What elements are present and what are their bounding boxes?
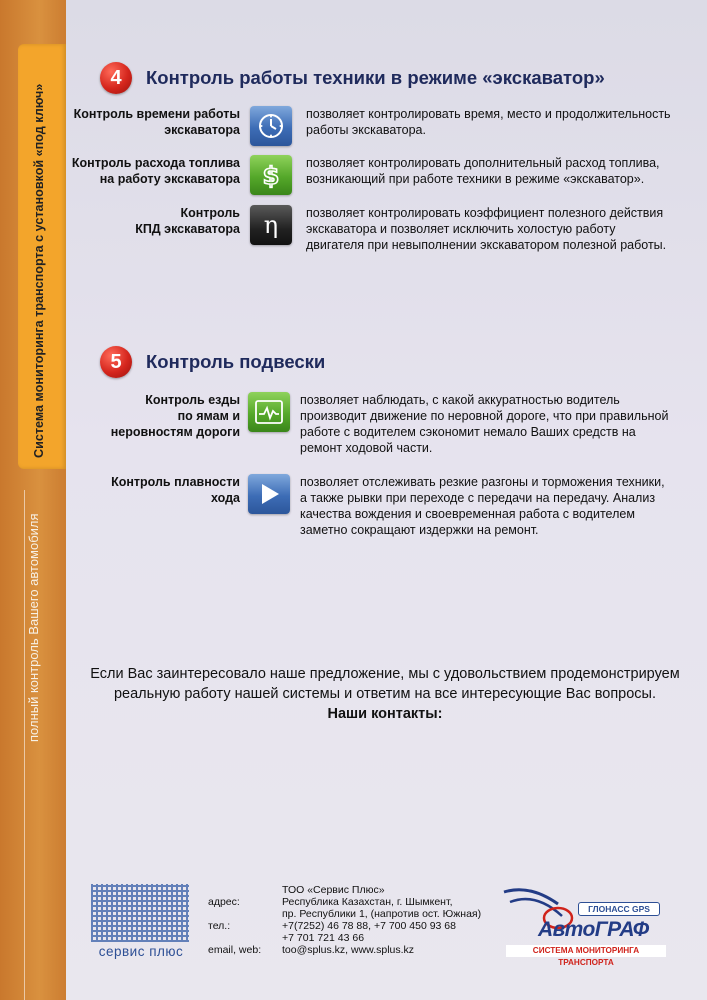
closing-message xyxy=(70,664,700,724)
feature-label-line: по ямам и xyxy=(177,409,240,423)
feature-label-line: хода xyxy=(211,491,240,505)
phone-line: +7 701 721 43 66 xyxy=(282,932,365,944)
contact-block xyxy=(208,884,502,956)
address-label: адрес: xyxy=(208,896,240,908)
section-4-heading xyxy=(100,62,605,94)
feature-label-line: Контроль времени работы xyxy=(73,107,240,121)
avtograf-tagline: СИСТЕМА МОНИТОРИНГА ТРАНСПОРТА xyxy=(506,945,666,957)
servis-plus-logo-text: сервис плюс xyxy=(98,944,184,959)
glonass-gps-badge: ГЛОНАСС GPS xyxy=(578,902,660,916)
section-4-title: Контроль работы техники в режиме «экскаватор» xyxy=(146,67,605,88)
feature-label-line: неровностям дороги xyxy=(110,425,240,439)
feature-label xyxy=(68,106,240,146)
feature-desc-line: возникающий при работе техники в режиме «экскаватор». xyxy=(306,172,645,186)
eta-glyph: η xyxy=(263,211,279,239)
closing-line: реальную работу нашей системы и ответим на все интересующие Вас вопросы. xyxy=(113,686,657,702)
feature-desc-line: качества вождения и своевременная работа с водителем xyxy=(300,507,635,521)
feature-fuel-consumption xyxy=(68,155,686,195)
address-line: Республика Казахстан, г. Шымкент, xyxy=(282,896,453,908)
feature-label-line: Контроль езды xyxy=(145,393,240,407)
feature-label-line: на работу экскаватора xyxy=(99,172,240,186)
sidebar-main-text: Система мониторинга транспорта с установкой «под ключ» xyxy=(32,83,46,458)
address-line: пр. Республики 1, (напротив ост. Южная) xyxy=(282,908,482,920)
feature-description xyxy=(300,474,692,538)
feature-label-line: Контроль расхода топлива xyxy=(71,156,240,170)
sidebar-sub-text: полный контроль Вашего автомобиля xyxy=(26,513,41,742)
section-5-number-badge: 5 xyxy=(100,346,132,378)
feature-smooth-ride xyxy=(68,474,692,538)
section-5-heading xyxy=(100,346,325,378)
svg-text:$: $ xyxy=(262,162,280,190)
dollar-icon xyxy=(250,155,292,195)
servis-plus-grid-mark xyxy=(91,884,189,942)
play-icon xyxy=(248,474,290,514)
feature-desc-line: заметно сокращают издержки на ремонт. xyxy=(300,523,539,537)
pulse-icon xyxy=(248,392,290,432)
feature-desc-line: производит движение по неровной дороге, что при правильной xyxy=(300,409,669,423)
feature-label-line: Контроль плавности xyxy=(111,475,240,489)
sidebar-divider xyxy=(24,490,25,1000)
feature-rough-road xyxy=(68,392,692,456)
email-label: email, web: xyxy=(208,944,262,956)
feature-description xyxy=(300,392,692,456)
feature-efficiency xyxy=(68,205,686,253)
feature-desc-line: позволяет контролировать коэффициент полезного действия xyxy=(306,206,664,220)
feature-label-line: Контроль xyxy=(180,206,240,220)
feature-label xyxy=(68,155,240,195)
avtograf-logo xyxy=(500,882,670,967)
eta-icon xyxy=(250,205,292,245)
feature-description xyxy=(306,205,686,253)
feature-description xyxy=(306,155,686,195)
feature-label xyxy=(68,474,240,538)
feature-desc-line: позволяет наблюдать, с какой аккуратностью водитель xyxy=(300,393,620,407)
section-4-number-badge: 4 xyxy=(100,62,132,94)
company-name: ТОО «Сервис Плюс» xyxy=(282,884,385,896)
clock-icon xyxy=(250,106,292,146)
feature-desc-line: позволяет отслеживать резкие разгоны и торможения техники, xyxy=(300,475,665,489)
feature-label xyxy=(68,392,240,456)
feature-excavator-time xyxy=(68,106,686,146)
feature-desc-line: работе с водителем сэкономит немало Ваших средств на xyxy=(300,425,636,439)
phone-label: тел.: xyxy=(208,920,231,932)
feature-desc-line: позволяет контролировать время, место и продолжительность xyxy=(306,107,671,121)
phone-line: +7(7252) 46 78 88, +7 700 450 93 68 xyxy=(282,920,456,932)
contacts-heading: Наши контакты: xyxy=(327,706,443,722)
feature-desc-line: а также рывки при переходе с передачи на передачу. Анализ xyxy=(300,491,656,505)
feature-desc-line: двигателя при невыполнении экскаватором полезной работы. xyxy=(306,238,667,252)
email-web-link[interactable]: too@splus.kz, www.splus.kz xyxy=(282,944,415,956)
feature-label-line: КПД экскаватора xyxy=(135,222,240,236)
avtograf-brand-text: АвтоГРАФ xyxy=(538,918,649,941)
servis-plus-logo xyxy=(91,884,191,959)
sidebar xyxy=(0,0,66,1000)
closing-line: Если Вас заинтересовало наше предложение, мы с удовольствием продемонстрируем xyxy=(90,666,680,682)
section-5-title: Контроль подвески xyxy=(146,351,326,372)
feature-desc-line: экскаватора и позволяет исключить холостую работу xyxy=(306,222,616,236)
feature-desc-line: позволяет контролировать дополнительный расход топлива, xyxy=(306,156,660,170)
feature-desc-line: ремонт ходовой части. xyxy=(300,441,433,455)
feature-desc-line: работы экскаватора. xyxy=(306,123,426,137)
feature-label-line: экскаватора xyxy=(164,123,240,137)
feature-label xyxy=(68,205,240,253)
feature-description xyxy=(306,106,686,146)
